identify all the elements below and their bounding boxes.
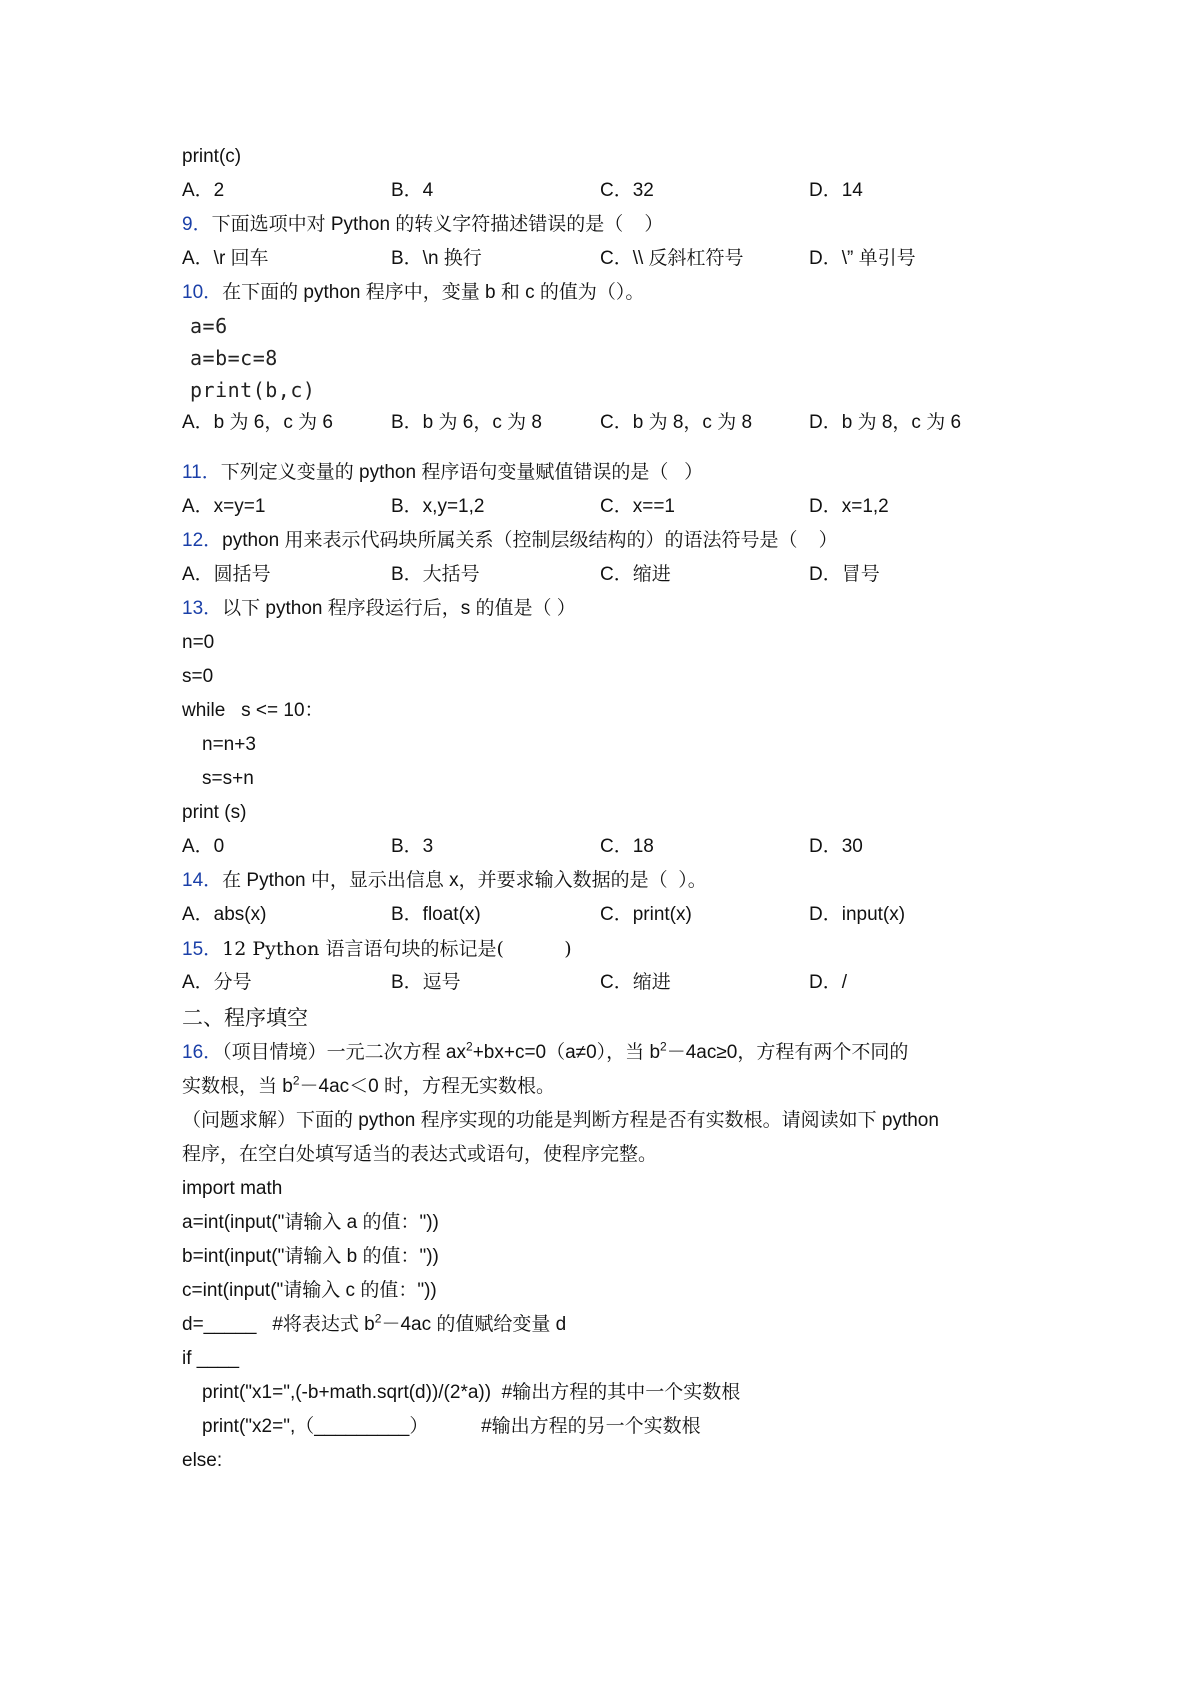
option-c: C．18 [600, 836, 654, 857]
code-line: n=0 [182, 632, 215, 653]
q13-options [182, 830, 1042, 864]
question-text: 以下 python 程序段运行后，s 的值是（ ） [222, 598, 576, 619]
option-a: A．圆括号 [182, 564, 271, 585]
code-line: c=int(input("请输入 c 的值：")) [182, 1280, 437, 1301]
q10-options [182, 406, 1042, 440]
question-number: 14． [182, 870, 223, 891]
option-a: A．0 [182, 836, 225, 857]
question-9 [182, 208, 1042, 242]
paragraph-line: 程序，在空白处填写适当的表达式或语句，使程序完整。 [182, 1144, 658, 1165]
code-line: b=int(input("请输入 b 的值：")) [182, 1246, 439, 1267]
option-b: B．float(x) [391, 904, 481, 925]
code-line: a=int(input("请输入 a 的值：")) [182, 1212, 439, 1233]
option-d: D．30 [809, 836, 863, 857]
option-d: D．冒号 [809, 564, 880, 585]
question-text: 12 Python 语言语句块的标记是( ) [222, 938, 572, 960]
option-c: C．x==1 [600, 496, 675, 517]
option-d: D．/ [809, 972, 848, 993]
question-number: 16． [182, 1042, 223, 1063]
option-d: D．\” 单引号 [809, 248, 916, 269]
text-part: －4ac 的值赋给变量 d [381, 1314, 567, 1335]
q15-options [182, 966, 1042, 1000]
code-line [182, 1308, 1042, 1342]
option-b: B．4 [391, 180, 434, 201]
question-number: 10． [182, 282, 223, 303]
code-line: print(b,c) [190, 378, 316, 402]
option-c: C．print(x) [600, 904, 692, 925]
q11-options [182, 490, 1042, 524]
superscript: 2 [374, 1311, 382, 1326]
superscript: 2 [660, 1039, 667, 1054]
question-number: 12． [182, 530, 223, 551]
question-text: 在 Python 中，显示出信息 x，并要求输入数据的是（ ）。 [222, 870, 707, 891]
option-b: B．\n 换行 [391, 248, 482, 269]
code-line: if ____ [182, 1348, 240, 1369]
option-d: D．x=1,2 [809, 496, 889, 517]
question-number: 9． [182, 214, 212, 235]
option-b: B．b 为 6，c 为 8 [391, 412, 542, 433]
code-line: a=6 [190, 314, 228, 338]
question-number: 11． [182, 462, 221, 483]
question-12 [182, 524, 1042, 558]
question-11 [182, 456, 1042, 490]
question-text: 下面选项中对 Python 的转义字符描述错误的是（ ） [211, 214, 664, 235]
question-16 [182, 1036, 1042, 1070]
q9-options [182, 242, 1042, 276]
option-d: D．14 [809, 180, 863, 201]
option-c: C．缩进 [600, 564, 671, 585]
code-line: a=b=c=8 [190, 346, 278, 370]
question-number: 15． [182, 939, 223, 960]
question-number: 13． [182, 598, 223, 619]
question-10 [182, 276, 1042, 310]
code-line: print(c) [182, 146, 242, 167]
question-14 [182, 864, 1042, 898]
code-line: print (s) [182, 802, 247, 823]
code-line: else: [182, 1450, 223, 1471]
option-b: B．x,y=1,2 [391, 496, 485, 517]
paragraph-line [182, 1070, 1042, 1104]
option-d: D．input(x) [809, 904, 906, 925]
option-b: B．逗号 [391, 972, 461, 993]
option-a: A．\r 回车 [182, 248, 269, 269]
option-c: C．缩进 [600, 972, 671, 993]
code-line: while s <= 10： [182, 700, 324, 721]
text-part: －4ac≥0，方程有两个不同的 [666, 1042, 909, 1063]
text-part: －4ac＜0 时，方程无实数根。 [299, 1076, 556, 1097]
option-a: A．abs(x) [182, 904, 267, 925]
q8-options [182, 174, 1042, 208]
paragraph-line: （问题求解）下面的 python 程序实现的功能是判断方程是否有实数根。请阅读如下 python [182, 1110, 939, 1131]
option-a: A．x=y=1 [182, 496, 266, 517]
question-text: 在下面的 python 程序中，变量 b 和 c 的值为（）。 [222, 282, 645, 303]
question-13 [182, 592, 1042, 626]
option-a: A．2 [182, 180, 225, 201]
code-line: print("x2=",（_________） #输出方程的另一个实数根 [202, 1416, 701, 1437]
option-c: C．32 [600, 180, 654, 201]
code-line: n=n+3 [202, 734, 256, 755]
code-line: print("x1=",(-b+math.sqrt(d))/(2*a)) #输出方程的其中一个实数根 [202, 1382, 741, 1403]
superscript: 2 [466, 1039, 473, 1054]
option-a: A．分号 [182, 972, 252, 993]
q14-options [182, 898, 1042, 932]
question-15 [182, 932, 1042, 966]
q12-options [182, 558, 1042, 592]
text-part: （项目情境）一元二次方程 ax [222, 1042, 466, 1063]
option-b: B．大括号 [391, 564, 480, 585]
spacer [182, 440, 1042, 456]
option-a: A．b 为 6，c 为 6 [182, 412, 333, 433]
question-text: python 用来表示代码块所属关系（控制层级结构的）的语法符号是（ ） [222, 530, 838, 551]
superscript: 2 [292, 1073, 300, 1088]
option-c: C．b 为 8，c 为 8 [600, 412, 753, 433]
question-text: 下列定义变量的 python 程序语句变量赋值错误的是（ ） [220, 462, 704, 483]
option-d: D．b 为 8，c 为 6 [809, 412, 962, 433]
option-c: C．\\ 反斜杠符号 [600, 248, 744, 269]
code-line: import math [182, 1178, 283, 1199]
text-part: +bx+c=0（a≠0），当 b [472, 1042, 661, 1063]
document-page [182, 140, 1042, 1478]
section-heading: 二、程序填空 [182, 1006, 308, 1030]
text-part: 实数根，当 b [182, 1076, 293, 1097]
code-line: s=s+n [202, 768, 254, 789]
code-line: s=0 [182, 666, 214, 687]
text-part: d=_____ #将表达式 b [182, 1314, 375, 1335]
option-b: B．3 [391, 836, 434, 857]
